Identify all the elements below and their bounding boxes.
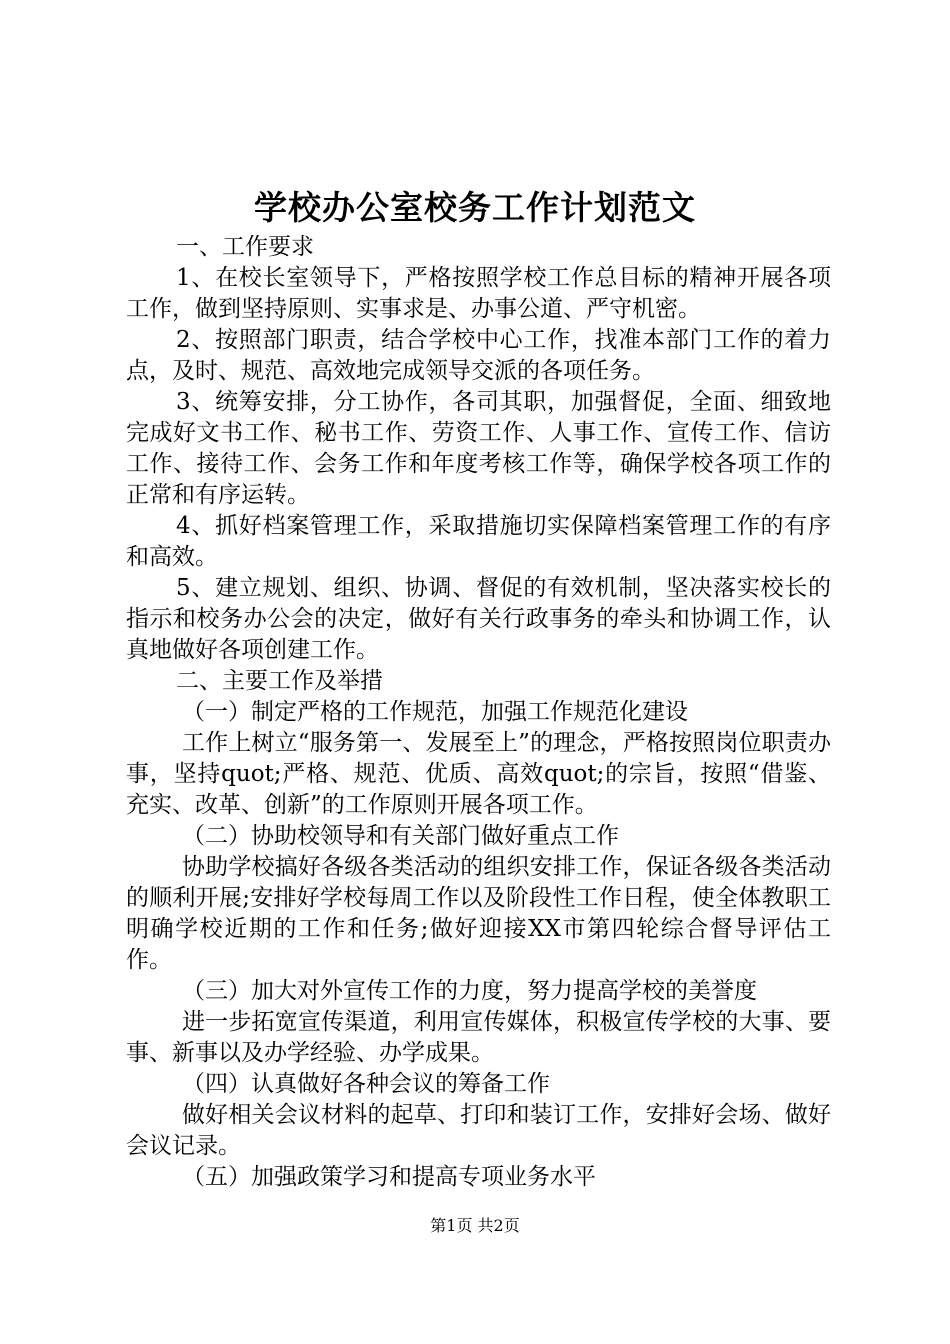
subheading-4: （四）认真做好各种会议的筹备工作 — [182, 1071, 550, 1097]
section-heading-measures: 二、主要工作及举措 — [176, 668, 383, 694]
subheading-1: （一）制定严格的工作规范，加强工作规范化建设 — [182, 699, 688, 725]
subheading-3: （三）加大对外宣传工作的力度，努力提高学校的美誉度 — [182, 978, 757, 1004]
paragraph-item-4: 4、抓好档案管理工作，采取措施切实保障档案管理工作的有序和高效。 — [126, 513, 831, 570]
paragraph-sub-3: 进一步拓宽宣传渠道，利用宣传媒体，积极宣传学校的大事、要事、新事以及办学经验、办学成果。 — [126, 1009, 831, 1066]
page-footer: 第1页 共2页 — [430, 1216, 520, 1235]
paragraph-item-1: 1、在校长室领导下，严格按照学校工作总目标的精神开展各项工作，做到坚持原则、实事求是、办事公道、严守机密。 — [126, 265, 831, 322]
document-title: 学校办公室校务工作计划范文 — [254, 188, 696, 227]
subheading-2: （二）协助校领导和有关部门做好重点工作 — [182, 823, 619, 849]
paragraph-sub-2: 协助学校搞好各级各类活动的组织安排工作，保证各级各类活动的顺利开展;安排好学校每周工作以及阶段性工作日程，使全体教职工明确学校近期的工作和任务;做好迎接XX市第四轮综合督导评估工作。 — [126, 854, 831, 973]
paragraph-item-5: 5、建立规划、组织、协调、督促的有效机制，坚决落实校长的指示和校务办公会的决定，做好有关行政事务的牵头和协调工作，认真地做好各项创建工作。 — [126, 575, 831, 663]
paragraph-item-2: 2、按照部门职责，结合学校中心工作，找准本部门工作的着力点，及时、规范、高效地完成领导交派的各项任务。 — [126, 327, 831, 384]
document-body — [126, 232, 831, 1193]
section-heading-requirements: 一、工作要求 — [176, 234, 314, 260]
subheading-5: （五）加强政策学习和提高专项业务水平 — [182, 1164, 596, 1190]
paragraph-sub-1: 工作上树立“服务第一、发展至上”的理念，严格按照岗位职责办事，坚持quot;严格、规范、优质、高效quot;的宗旨，按照“借鉴、充实、改革、创新”的工作原则开展各项工作。 — [126, 730, 831, 818]
paragraph-item-3: 3、统筹安排，分工协作，各司其职，加强督促，全面、细致地完成好文书工作、秘书工作、劳资工作、人事工作、宣传工作、信访工作、接待工作、会务工作和年度考核工作等，确保学校各项工作的正常和有序运转。 — [126, 389, 831, 508]
paragraph-sub-4: 做好相关会议材料的起草、打印和装订工作，安排好会场、做好会议记录。 — [126, 1102, 831, 1159]
